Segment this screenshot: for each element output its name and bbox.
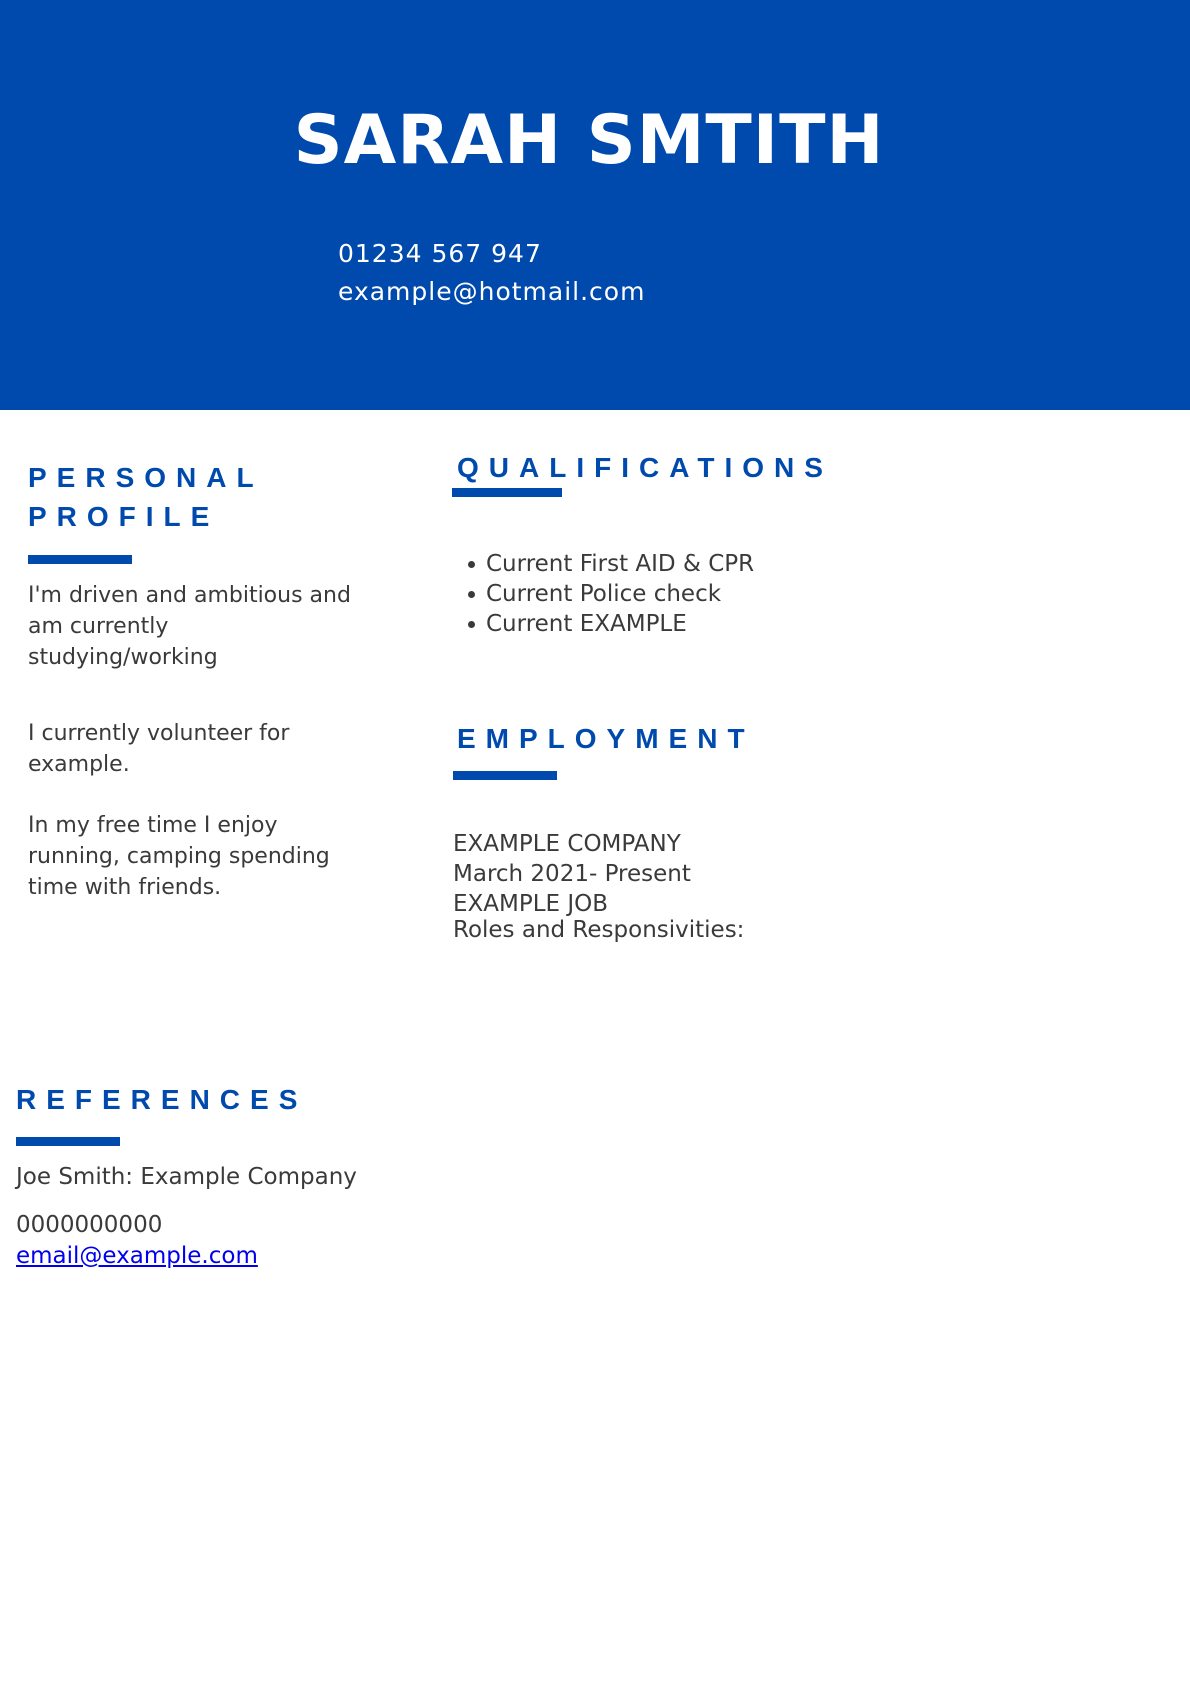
profile-heading-underline (28, 555, 132, 564)
reference-contact: Joe Smith: Example Company (16, 1164, 357, 1190)
reference-email-link[interactable]: email@example.com (16, 1243, 258, 1269)
employment-dates: March 2021- Present (453, 861, 691, 887)
candidate-name: SARAH SMTITH (293, 101, 885, 180)
reference-phone: 0000000000 (16, 1212, 163, 1238)
profile-paragraph-2: I currently volunteer for example. (28, 721, 290, 777)
profile-paragraph-1: I'm driven and ambitious and am currently studying/working (28, 583, 351, 670)
employment-heading: EMPLOYMENT (457, 723, 755, 754)
qualification-item: Current First AID & CPR (468, 549, 754, 579)
employment-company: EXAMPLE COMPANY (453, 831, 681, 857)
employment-roles: Roles and Responsivities: (453, 917, 745, 943)
profile-heading-line1: PERSONAL (28, 462, 264, 493)
employment-job: EXAMPLE JOB (453, 891, 609, 917)
qualification-item: Current Police check (468, 579, 754, 609)
header-phone: 01234 567 947 (338, 239, 542, 268)
employment-heading-underline (453, 771, 557, 780)
qualifications-list (468, 549, 754, 639)
header-banner (0, 0, 1190, 410)
references-heading: REFERENCES (16, 1084, 308, 1115)
qualifications-heading: QUALIFICATIONS (457, 452, 833, 483)
profile-heading-line2: PROFILE (28, 501, 220, 532)
header-email: example@hotmail.com (338, 277, 646, 306)
qualifications-heading-underline (452, 488, 562, 497)
profile-paragraph-3: In my free time I enjoy running, camping spending time with friends. (28, 813, 330, 900)
references-heading-underline (16, 1137, 120, 1146)
qualification-item: Current EXAMPLE (468, 609, 754, 639)
